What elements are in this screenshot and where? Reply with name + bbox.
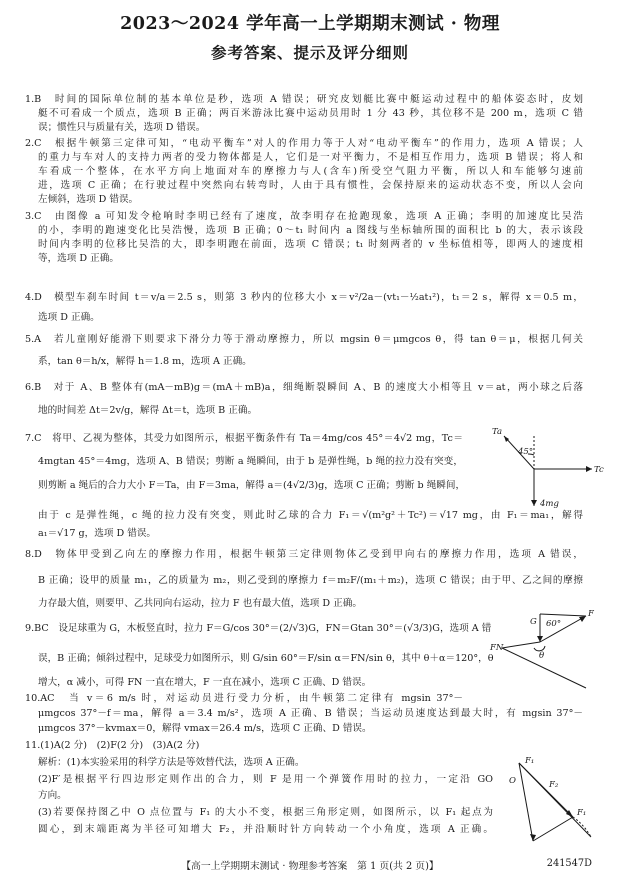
q2-line-2: 的重力与车对人的支持力两者的受力物体都是人，它们是一对平衡力，不是相互作用力，选项 B 错误；将人和 [38, 152, 583, 163]
q11-analysis-4: (3)若要保持图乙中 O 点位置与 F₁ 的大小不变，根据三角形定则，如图所示，以 F₁ 起点为 [38, 807, 493, 818]
q3-line-4: 等，选项 D 正确。 [38, 253, 119, 264]
footer-page-info: 【高一上学期期末测试 · 物理参考答案 第 1 页(共 2 页)】 [181, 861, 439, 872]
q8-line-2: B 正确；设甲的质量 m₁，乙的质量为 m₂，则乙受到的摩擦力 f＝m₂F/(m₁＋m₂)，选项 C 错误；由于甲、乙之间的摩擦 [38, 575, 583, 586]
q11-vector-diagram [505, 757, 605, 847]
q9-force-diagram [490, 606, 602, 694]
q11-analysis-3: 方向。 [38, 790, 67, 801]
q9-label-fn: FN [490, 643, 504, 653]
q4-line-1: 4.D 模型车刹车时间 t＝v/a＝2.5 s，则第 3 秒内的位移大小 x＝v²/2a－(vt₁－½at₁²)，t₁＝2 s，解得 x＝0.5 m， [25, 292, 583, 303]
q9-label-angle: 60° [546, 619, 562, 629]
q9-label-theta: θ [539, 651, 545, 661]
q7-line-2: 4mgtan 45°＝4mg，选项 A、B 错误；剪断 a 绳瞬间，由于 b 是弹性绳，b 绳的拉力没有突变， [38, 456, 463, 467]
q7-label-tc: Tc [594, 465, 604, 475]
q9-label-f: F [588, 609, 594, 619]
q10-line-1: 10.AC 当 v＝6 m/s 时，对运动员进行受力分析，由牛顿第二定律有 mgsin 37°－ [25, 693, 463, 704]
q9-line-1: 9.BC 设足球重为 G，木板竖直时，拉力 F＝G/cos 30°＝(2/√3)G，FN＝Gtan 30°＝(√3/3)G，选项 A 错 [25, 623, 492, 634]
q6-line-1: 6.B 对于 A、B 整体有(mA－mB)g＝(mA＋mB)a，细绳断裂瞬间 A、B 的速度大小相等且 v＝at，两小球之后落 [25, 382, 583, 393]
q9-line-3: 增大，α 减小，可得 FN 一直在增大，F 一直在减小，选项 C 正确、D 错误。 [38, 677, 372, 688]
q2-line-1: 2.C 根据牛顿第三定律可知，“电动平衡车”对人的作用力等于人对“电动平衡车”的作用力，选项 A 错误；人 [25, 138, 583, 149]
q10-line-2: μmgcos 37°－f＝ma，解得 a＝3.4 m/s²，选项 A 正确、B 错误；当运动员速度达到最大时，有 mgsin 37°－ [38, 708, 583, 719]
q8-line-3: 力存最大值，则要甲、乙共同向右运动，拉力 F 也有最大值，选项 D 正确。 [38, 598, 362, 609]
q3-line-3: 时间内李明的位移比吴浩的大，即李明跑在前面，选项 C 错误；t₁ 时刻两者的 v 坐标值相等，即两人的速度相 [38, 239, 583, 250]
q11-analysis-1: 解析：(1)本实验采用的科学方法是等效替代法，选项 A 正确。 [38, 757, 305, 768]
q11-analysis-2: (2)F′是根据平行四边形定则作出的合力，则 F 是用一个弹簧作用时的拉力，一定沿 GO [38, 774, 493, 785]
q11-answer: 11.(1)A(2 分) (2)F(2 分) (3)A(2 分) [25, 740, 200, 751]
q9-line-2: 误，B 正确；倾斜过程中，足球受力如图所示，则 G/sin 60°＝F/sin α＝FN/sin θ，其中 θ＋α＝120°，θ [38, 653, 494, 664]
q11-f2-vector [533, 817, 573, 841]
q2-line-4: 进，选项 C 正确；在行驶过程中突然向右转弯时，人由于具有惯性，会保持原来的运动状态不变，所以人会向 [38, 180, 583, 191]
page-subtitle: 参考答案、提示及评分细则 [210, 43, 409, 62]
q7-tc-arrowhead [586, 466, 592, 472]
q2-line-3: 车看成一个整体，在水平方向上地面对车的摩擦力与人(含车)所受空气阻力平衡，所以人和车能够匀速前 [38, 166, 583, 177]
q3-line-1: 3.C 由图像 a 可知发令枪响时李明已经有了速度，故李明存在抢跑现象，选项 A 正确；李明的加速度比吴浩 [25, 211, 583, 222]
q11-analysis-5: 圆心，到末端距离为半径可知增大 F₂，并沿顺时针方向转动一个小角度，选项 A 正确。 [38, 824, 493, 835]
q7-line-5: a₁＝√17 g，选项 D 错误。 [38, 528, 157, 539]
q11-label-f2: F₂ [549, 780, 559, 790]
q5-line-2: 系，tan θ＝h/x，解得 h＝1.8 m，选项 A 正确。 [38, 356, 252, 367]
q7-weight-arrowhead [531, 500, 537, 506]
q9-label-g: G [530, 617, 537, 627]
q1-line-2: 艇不可看成一个质点，选项 B 正确；两百米游泳比赛中运动员用时 1 分 43 秒，其位移不是 200 m，选项 C 错 [38, 108, 583, 119]
q7-line-3: 则剪断 a 绳后的合力大小 F＝Ta，由 F＝3ma，解得 a＝(4√2/3)g，选项 C 正确；剪断 b 绳瞬间， [38, 480, 466, 491]
q7-label-ta: Ta [492, 427, 503, 437]
page-title: 2023～2024 学年高一上学期期末测试 · 物理 [120, 14, 500, 34]
footer-code: 241547D [546, 858, 592, 869]
q7-label-angle: 45° [518, 447, 534, 457]
q6-line-2: 地的时间差 Δt＝2v/g，解得 Δt＝t，选项 B 正确。 [38, 405, 258, 416]
q2-line-5: 左倾斜，选项 D 错误。 [38, 194, 139, 205]
q5-line-1: 5.A 若儿童刚好能滑下则要求下滑分力等于滑动摩擦力，所以 mgsin θ＝μmgcos θ，得 tan θ＝μ，根据几何关 [25, 334, 583, 345]
q7-line-1: 7.C 将甲、乙视为整体，其受力如图所示，根据平衡条件有 Ta＝4mg/cos 45°＝4√2 mg，Tc＝ [25, 433, 463, 444]
q4-line-2: 选项 D 正确。 [38, 312, 100, 323]
q9-top-edge [540, 614, 586, 616]
q7-label-weight: 4mg [540, 499, 559, 509]
q11-label-o: O [509, 776, 516, 786]
q9-fn-vector [502, 642, 540, 648]
q7-force-diagram [482, 424, 602, 516]
q11-label-f1-top: F₁ [525, 756, 535, 766]
q8-line-1: 8.D 物体甲受到乙向左的摩擦力作用，根据牛顿第三定律则物体乙受到甲向右的摩擦力作用，选项 A 错误， [25, 549, 583, 560]
q11-label-f1: F₁ [577, 808, 587, 818]
q1-line-3: 误；惯性只与质量有关，选项 D 错误。 [38, 122, 206, 133]
q1-line-1: 1.B 时间的国际单位制的基本单位是秒，选项 A 错误；研究皮划艇比赛中艇运动过程中的船体姿态时，皮划 [25, 94, 583, 105]
q7-line-4: 由于 c 是弹性绳，c 绳的拉力没有突变，则此时乙球的合力 F₁＝√(m²g²＋Tc²)＝√17 mg，由 F₁＝ma₁，解得 [38, 510, 583, 521]
q3-line-2: 的小，李明的跑速变化比吴浩慢，选项 B 正确；0～t₁ 时间内 a 图线与坐标轴所围的面积比 b 的大，表示该段 [38, 225, 583, 236]
q10-line-3: μmgcos 37°－kvmax＝0，解得 vmax＝26.4 m/s，选项 C 正确、D 错误。 [38, 723, 372, 734]
